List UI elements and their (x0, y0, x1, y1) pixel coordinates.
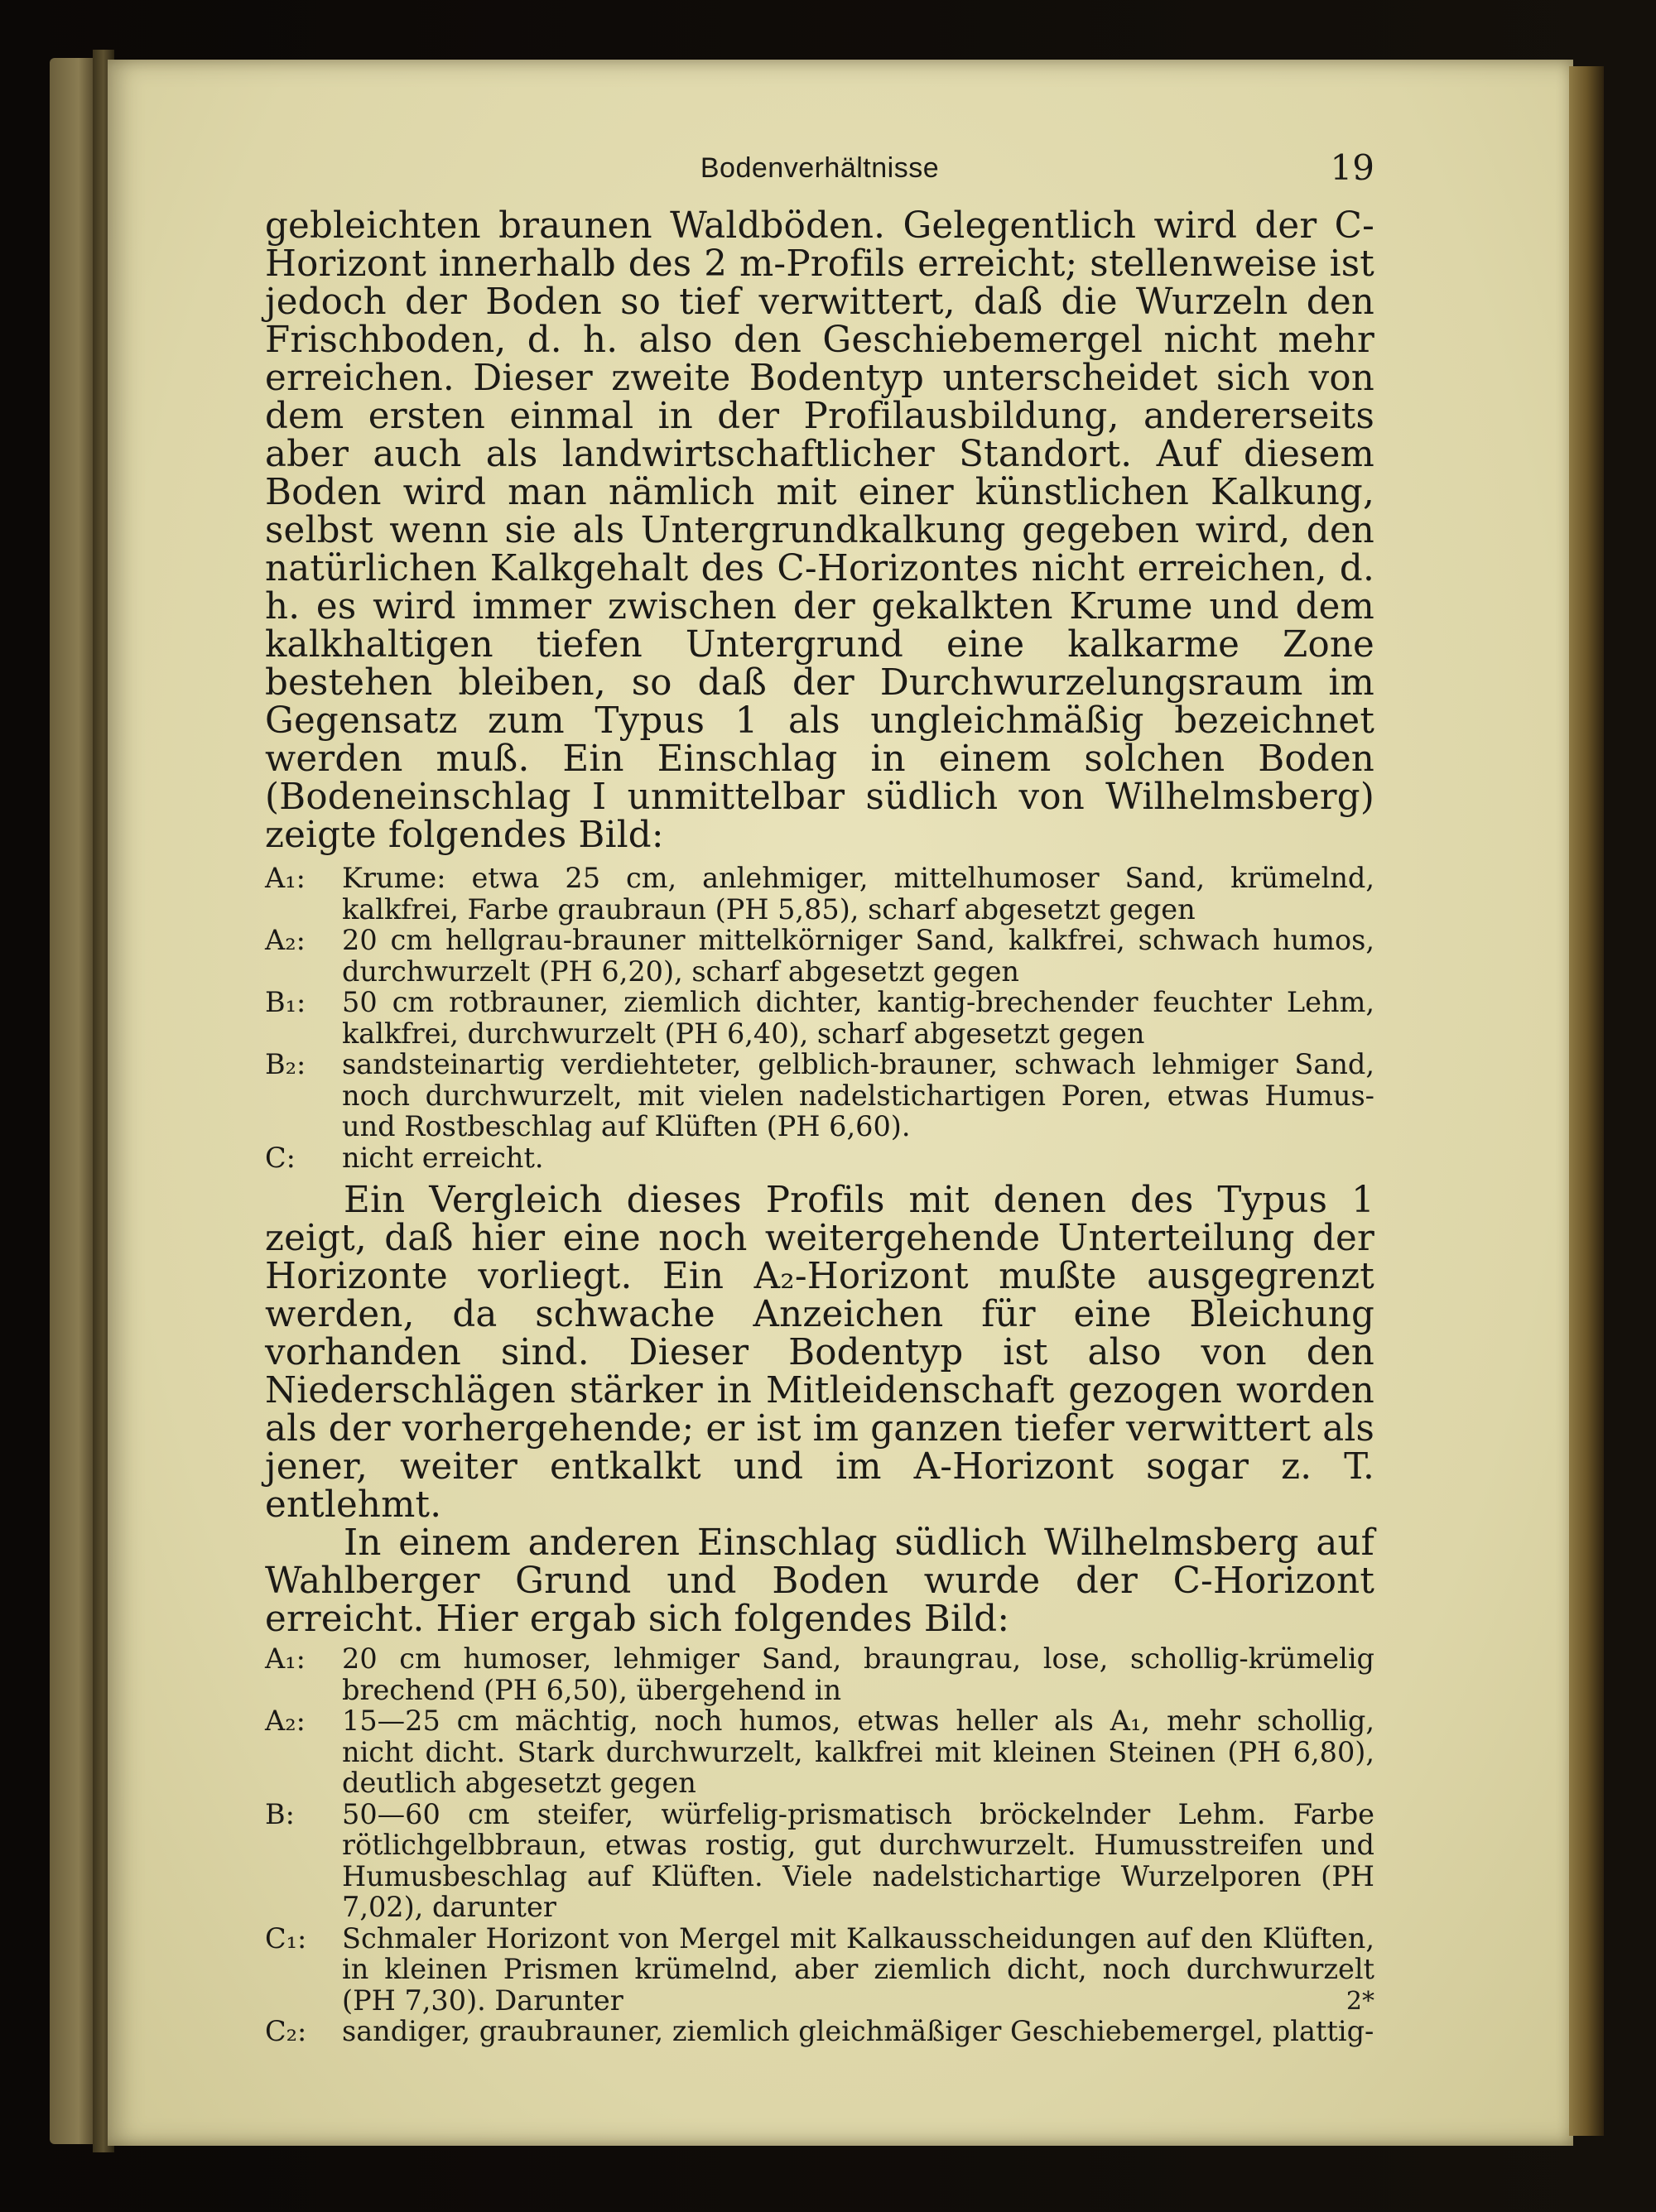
paragraph-1: gebleichten braunen Waldböden. Gelegentlich wird der C-Horizont innerhalb des 2 m-Profils erreicht; stellenweise ist jedoch der Boden so tief verwittert, daß die Wurzeln den Frischboden, d. h. also den Geschiebemergel nicht mehr erreichen. Dieser zweite Bodentyp unterscheidet sich von dem ersten einmal in der Profilausbildung, andererseits aber auch als landwirtschaftlicher Standort. Auf diesem Boden wird man nämlich mit einer künstlichen Kalkung, selbst wenn sie als Untergrundkalkung gegeben wird, den natürlichen Kalkgehalt des C-Horizontes nicht erreichen, d. h. es wird immer zwischen der gekalkten Krume und dem kalkhaltigen tiefen Untergrund eine kalkarme Zone bestehen bleiben, so daß der Durchwurzelungsraum im Gegensatz zum Typus 1 als ungleichmäßig bezeichnet werden muß. Ein Einschlag in einem solchen Boden (Bodeneinschlag I unmittelbar südlich von Wilhelmsberg) zeigte folgendes Bild: (265, 205, 1374, 856)
signature-mark: 2* (1346, 1987, 1374, 2016)
horizon-entry (265, 925, 1374, 987)
horizon-description: 50—60 cm steifer, würfelig-prismatisch bröckelnder Lehm. Farbe rötlichgelbbraun, etwas rostig, gut durchwurzelt. Humusstreifen und Humusbeschlag auf Klüften. Viele nadelstichartige Wurzelporen (PH 7,02), darunter (342, 1797, 1374, 1923)
soil-profile-1 (265, 863, 1374, 1173)
horizon-description: 50 cm rotbrauner, ziemlich dichter, kantig-brechender feuchter Lehm, kalkfrei, durchwurzelt (PH 6,40), scharf abgesetzt gegen (342, 986, 1374, 1050)
horizon-label: C: (265, 1141, 296, 1174)
horizon-description: Schmaler Horizont von Mergel mit Kalkausscheidungen auf den Klüften, in kleinen Prismen krümelnd, aber ziemlich dicht, noch durchwurzelt (PH 7,30). Darunter (342, 1921, 1374, 2017)
horizon-description: 15—25 cm mächtig, noch humos, etwas heller als A₁, mehr schollig, nicht dicht. Stark durchwurzelt, kalkfrei mit kleinen Steinen (PH 6,80), deutlich abgesetzt gegen (342, 1705, 1374, 1799)
page-header (265, 141, 1374, 207)
running-head: Bodenverhältnisse (700, 152, 940, 184)
soil-profile-2 (265, 1643, 1374, 2047)
horizon-entry (265, 987, 1374, 1049)
horizon-label: A₂: (265, 1705, 306, 1737)
paragraph-3: In einem anderen Einschlag südlich Wilhelmsberg auf Wahlberger Grund und Boden wurde der C-Horizont erreicht. Hier ergab sich folgendes Bild: (265, 1522, 1374, 1640)
horizon-entry (265, 1799, 1374, 1923)
horizon-label: A₂: (265, 924, 306, 956)
horizon-label: C₁: (265, 1921, 307, 1955)
horizon-entry (265, 863, 1374, 925)
horizon-description: 20 cm humoser, lehmiger Sand, braungrau, lose, schollig-krümelig brechend (PH 6,50), übergehend in (342, 1642, 1374, 1706)
horizon-label: B: (265, 1797, 295, 1830)
page-text (265, 141, 1374, 2056)
paragraph-2: Ein Vergleich dieses Profils mit denen des Typus 1 zeigt, daß hier eine noch weitergehende Unterteilung der Horizonte vorliegt. Ein A₂-Horizont mußte ausgegrenzt werden, da schwache Anzeichen für eine Bleichung vorhanden sind. Dieser Bodentyp ist also von den Niederschlägen stärker in Mitleidenschaft gezogen worden als der vorhergehende; er ist im ganzen tiefer verwittert als jener, weiter entkalkt und im A-Horizont sogar z. T. entlehmt. (265, 1180, 1374, 1526)
previous-page-edge (50, 58, 98, 2144)
horizon-entry (265, 1643, 1374, 1705)
horizon-entry (265, 1049, 1374, 1142)
horizon-entry (265, 1923, 1374, 2017)
horizon-label: C₂: (265, 2015, 307, 2047)
horizon-description: sandiger, graubrauner, ziemlich gleichmäßiger Geschiebemergel, plattig- (342, 2015, 1374, 2047)
horizon-label: A₁: (265, 862, 306, 894)
horizon-description: Krume: etwa 25 cm, anlehmiger, mittelhumoser Sand, krümelnd, kalkfrei, Farbe graubraun (PH 5,85), scharf abgesetzt gegen (342, 862, 1374, 926)
horizon-entry (265, 1705, 1374, 1799)
horizon-label: B₁: (265, 986, 306, 1018)
horizon-description: 20 cm hellgrau-brauner mittelkörniger Sand, kalkfrei, schwach humos, durchwurzelt (PH 6,20), scharf abgesetzt gegen (342, 924, 1374, 988)
page-number: 19 (1330, 147, 1374, 188)
horizon-entry (265, 1142, 1374, 1174)
horizon-description: nicht erreicht. (342, 1141, 544, 1174)
horizon-description: sandsteinartig verdiehteter, gelblich-brauner, schwach lehmiger Sand, noch durchwurzelt, mit vielen nadelstichartigen Poren, etwas Humus- und Rostbeschlag auf Klüften (PH 6,60). (342, 1048, 1374, 1142)
horizon-label: A₁: (265, 1642, 306, 1675)
page-stack-edge (1569, 66, 1604, 2136)
horizon-label: B₂: (265, 1048, 306, 1080)
horizon-entry (265, 2016, 1374, 2047)
